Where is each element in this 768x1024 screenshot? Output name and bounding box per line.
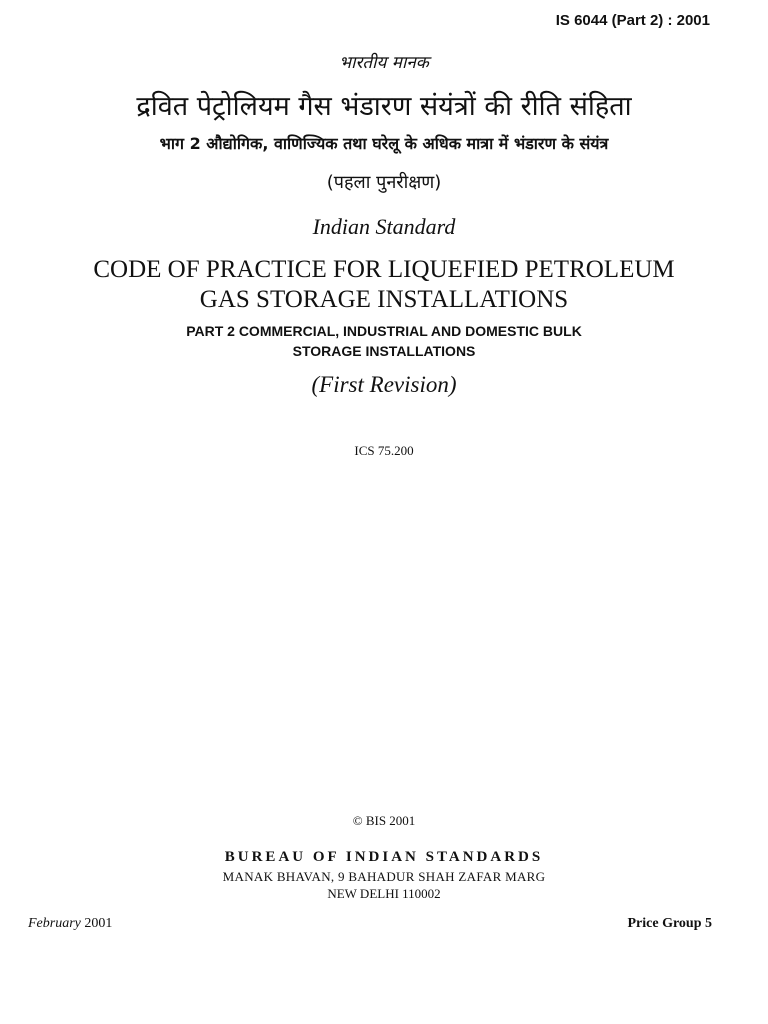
hindi-revision: (पहला पुनरीक्षण) xyxy=(326,172,442,193)
copyright-notice: © BIS 2001 xyxy=(352,813,416,828)
english-standard-label: Indian Standard xyxy=(312,214,456,239)
publisher-address-line1: MANAK BHAVAN, 9 BAHADUR SHAH ZAFAR MARG xyxy=(222,869,546,884)
hindi-part-subtitle: भाग 2 औद्योगिक, वाणिज्यिक तथा घरेलू के अधिक मात्रा में भंडारण के संयंत्र xyxy=(159,134,609,153)
english-title-line2: GAS STORAGE INSTALLATIONS xyxy=(199,286,569,313)
publisher-name: BUREAU OF INDIAN STANDARDS xyxy=(224,849,544,865)
english-part-line1: PART 2 COMMERCIAL, INDUSTRIAL AND DOMESTIC BULK xyxy=(186,323,582,339)
publisher-address-line2: NEW DELHI 110002 xyxy=(327,886,441,901)
publication-date xyxy=(28,916,112,932)
english-title-line1: CODE OF PRACTICE FOR LIQUEFIED PETROLEUM xyxy=(93,256,675,283)
english-revision: (First Revision) xyxy=(311,372,457,397)
english-part-line2: STORAGE INSTALLATIONS xyxy=(292,343,476,359)
publication-year: 2001 xyxy=(84,916,113,931)
ics-code: ICS 75.200 xyxy=(354,443,414,458)
price-group: Price Group 5 xyxy=(627,916,712,931)
publication-month: February xyxy=(28,916,81,931)
hindi-standard-label: भारतीय मानक xyxy=(339,53,429,73)
hindi-title: द्रवित पेट्रोलियम गैस भंडारण संयंत्रों की रीति संहिता xyxy=(136,91,632,122)
standard-number: IS 6044 (Part 2) : 2001 xyxy=(555,12,710,29)
